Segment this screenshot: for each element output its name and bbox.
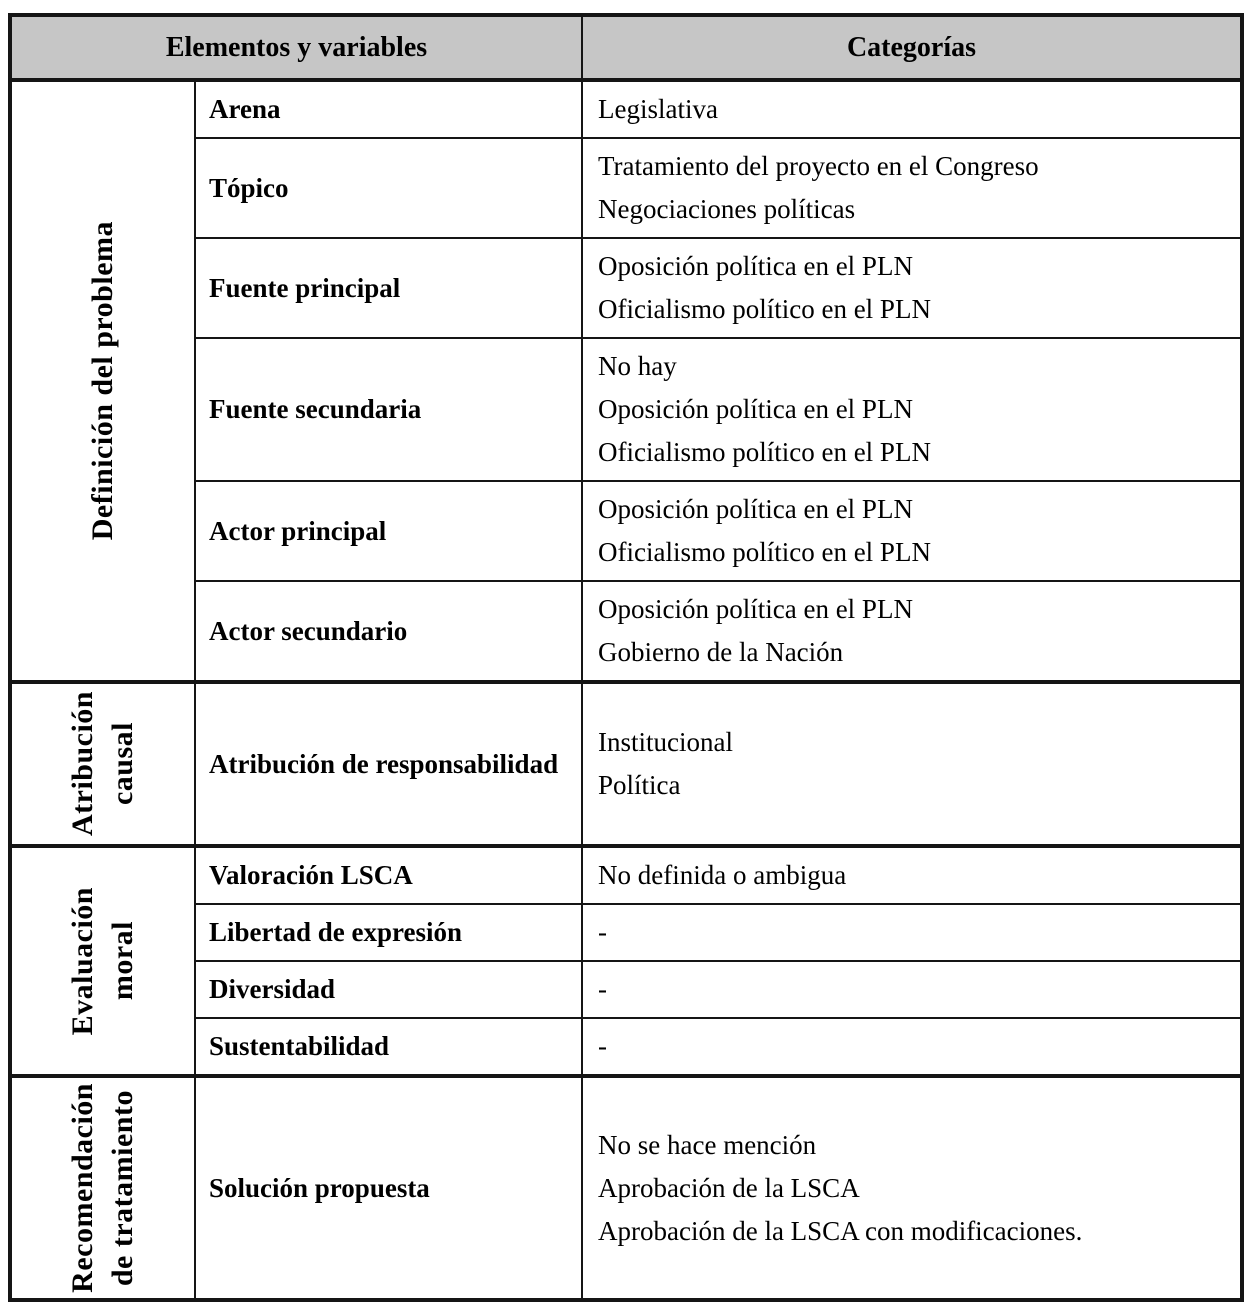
rotated-label-line: Recomendación bbox=[66, 1083, 99, 1293]
section-label-atribucion-causal bbox=[10, 682, 195, 846]
variable-libertad-de-expresion: Libertad de expresión bbox=[195, 904, 582, 961]
variable-fuente-principal: Fuente principal bbox=[195, 238, 582, 338]
category-line: Oficialismo político en el PLN bbox=[598, 437, 931, 467]
category-line: Institucional bbox=[598, 727, 733, 757]
variable-arena: Arena bbox=[195, 80, 582, 138]
table-row bbox=[10, 846, 1242, 904]
category-cell bbox=[582, 846, 1242, 904]
category-line: Oposición política en el PLN bbox=[598, 394, 913, 424]
category-line: No hay bbox=[598, 351, 677, 381]
variable-solucion-propuesta: Solución propuesta bbox=[195, 1076, 582, 1300]
section-label-recomendacion-de-tratamiento bbox=[10, 1076, 195, 1300]
rotated-label-line: Evaluación bbox=[66, 886, 99, 1036]
category-cell bbox=[582, 682, 1242, 846]
category-line: Tratamiento del proyecto en el Congreso bbox=[598, 151, 1039, 181]
variable-atribucion-de-responsabilidad: Atribución de responsabilidad bbox=[195, 682, 582, 846]
section-label-evaluacion-moral bbox=[10, 846, 195, 1076]
category-cell bbox=[582, 1076, 1242, 1300]
coding-table bbox=[8, 13, 1244, 1302]
category-cell bbox=[582, 581, 1242, 682]
category-cell bbox=[582, 80, 1242, 138]
category-line: Oposición política en el PLN bbox=[598, 494, 913, 524]
category-cell bbox=[582, 1018, 1242, 1076]
category-line: Aprobación de la LSCA bbox=[598, 1172, 860, 1203]
table-row bbox=[10, 1018, 1242, 1076]
category-line: Negociaciones políticas bbox=[598, 194, 856, 224]
rotated-label-wrap bbox=[12, 691, 194, 836]
variable-diversidad: Diversidad bbox=[195, 961, 582, 1018]
variable-sustentabilidad: Sustentabilidad bbox=[195, 1018, 582, 1076]
category-line: Oposición política en el PLN bbox=[598, 251, 913, 281]
table-row bbox=[10, 682, 1242, 846]
category-line: - bbox=[598, 974, 607, 1004]
variable-fuente-secundaria: Fuente secundaria bbox=[195, 338, 582, 481]
rotated-label-wrap bbox=[12, 1083, 194, 1293]
rotated-label-line: causal bbox=[106, 722, 139, 806]
rotated-label-line: Definición del problema bbox=[86, 221, 119, 541]
rotated-label-line: moral bbox=[106, 921, 139, 1001]
table-row bbox=[10, 961, 1242, 1018]
category-line: No se hace mención bbox=[598, 1129, 817, 1160]
category-cell bbox=[582, 481, 1242, 581]
variable-valoracion-lsca: Valoración LSCA bbox=[195, 846, 582, 904]
header-elements-y-variables: Elementos y variables bbox=[10, 15, 582, 80]
table-row bbox=[10, 904, 1242, 961]
header-categorias: Categorías bbox=[582, 15, 1242, 80]
section-label-definicion-del-problema bbox=[10, 80, 195, 682]
table-header-row bbox=[10, 15, 1242, 80]
category-line: Gobierno de la Nación bbox=[598, 637, 844, 667]
category-cell bbox=[582, 238, 1242, 338]
table-row bbox=[10, 581, 1242, 682]
category-cell bbox=[582, 961, 1242, 1018]
table-row bbox=[10, 1076, 1242, 1300]
variable-topico: Tópico bbox=[195, 138, 582, 238]
table-row bbox=[10, 338, 1242, 481]
rotated-label-line: de tratamiento bbox=[106, 1089, 139, 1287]
rotated-label-wrap bbox=[12, 221, 194, 540]
rotated-label-line: Atribución bbox=[66, 691, 99, 837]
table-row bbox=[10, 481, 1242, 581]
category-line: Oficialismo político en el PLN bbox=[598, 294, 931, 324]
table-row bbox=[10, 138, 1242, 238]
category-cell bbox=[582, 338, 1242, 481]
rotated-label-wrap bbox=[12, 887, 194, 1035]
category-line: Oposición política en el PLN bbox=[598, 594, 913, 624]
table-row bbox=[10, 80, 1242, 138]
category-line: Legislativa bbox=[598, 94, 718, 124]
category-cell bbox=[582, 904, 1242, 961]
category-line: Oficialismo político en el PLN bbox=[598, 537, 931, 567]
category-line: - bbox=[598, 1031, 607, 1061]
category-line: Política bbox=[598, 770, 681, 800]
category-line: Aprobación de la LSCA con modificaciones. bbox=[598, 1215, 1083, 1246]
category-line: No definida o ambigua bbox=[598, 860, 847, 890]
category-line: - bbox=[598, 917, 607, 947]
variable-actor-principal: Actor principal bbox=[195, 481, 582, 581]
category-cell bbox=[582, 138, 1242, 238]
table-row bbox=[10, 238, 1242, 338]
variable-actor-secundario: Actor secundario bbox=[195, 581, 582, 682]
